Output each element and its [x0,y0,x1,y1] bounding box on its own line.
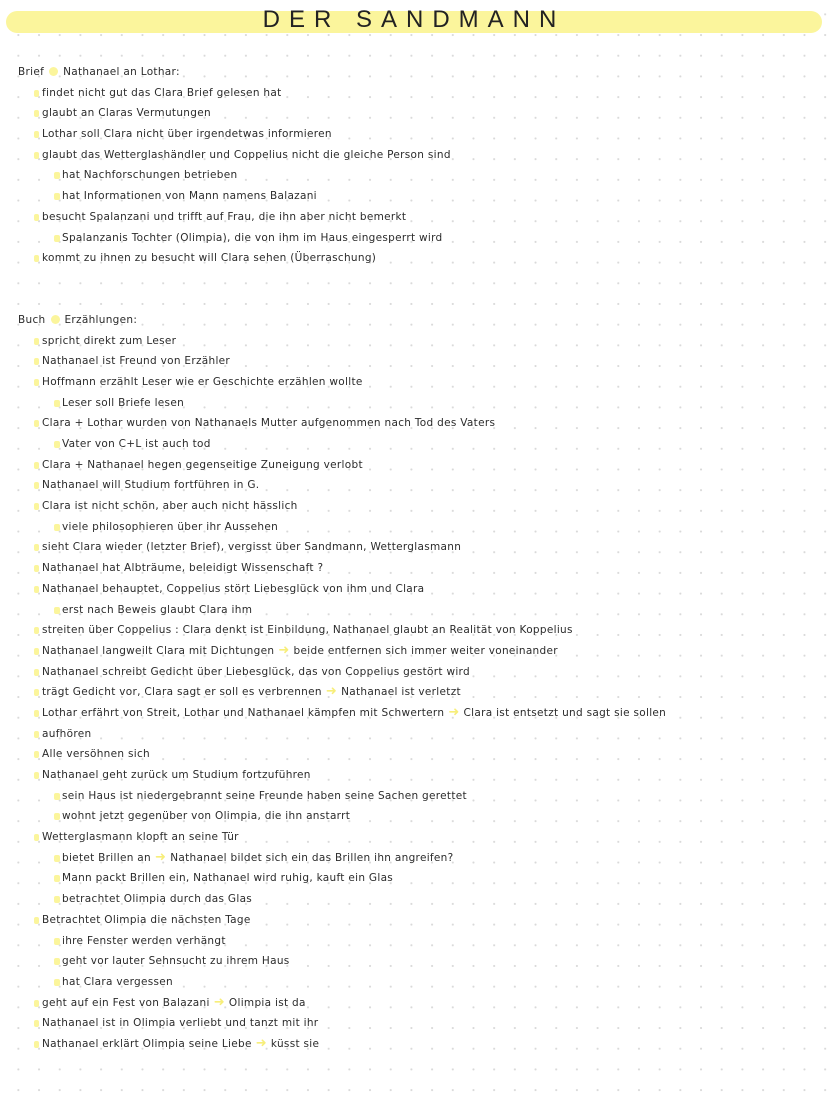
section-header-subtitle: Erzählungen: [64,313,138,326]
note-text: Clara ist nicht schön, aber auch nicht hässlich [42,500,298,513]
list-item [0,413,828,434]
sub-list-item [0,228,828,249]
note-text: Leser soll Briefe lesen [62,396,185,409]
arrow-right-icon: ➜ [213,994,225,1010]
arrow-right-icon: ➜ [325,684,338,700]
note-text: küsst sie [270,1037,320,1050]
bullet-highlight-icon [54,979,60,986]
note-text: betrachtet Olimpia durch das Glas [62,893,253,906]
notes-content [0,62,828,1096]
bullet-highlight-icon [34,110,39,117]
note-text: Nathanael behauptet, Coppelius stört Liebesglück von ihm und Clara [42,582,425,595]
bullet-highlight-icon [54,400,60,407]
bullet-highlight-icon [34,917,39,924]
bullet-highlight-icon [34,152,39,159]
sub-list-item [0,165,828,186]
bullet-highlight-icon [34,214,39,221]
note-text: ihre Fenster werden verhängt [62,934,226,947]
bullet-highlight-icon [34,565,39,572]
note-text: Nathanael ist verletzt [341,686,461,699]
bullet-highlight-icon [34,710,39,717]
bullet-highlight-icon [54,607,60,614]
sub-list-item [0,434,828,455]
note-text: bietet Brillen an [62,851,151,864]
note-text: Vater von C+L ist auch tod [62,438,211,450]
arrow-right-icon: ➜ [278,642,290,658]
list-item [0,910,828,931]
note-text: Nathanael geht zurück um Studium fortzuführen [42,769,311,781]
sub-list-item [0,868,828,889]
list-item [0,537,828,558]
bullet-highlight-icon [54,855,60,862]
note-text: aufhören [42,727,92,740]
note-text: Clara + Lothar wurden von Nathanaels Mutter aufgenommen nach Tod des Vaters [42,417,496,430]
sub-list-item [0,600,828,621]
list-item [0,103,828,124]
note-text: glaubt das Wetterglashändler und Coppelius nicht die gleiche Person sind [42,148,451,161]
note-text: Lothar soll Clara nicht über irgendetwas informieren [42,128,332,141]
bullet-highlight-icon [54,793,60,800]
sub-list-item [0,848,828,869]
bullet-highlight-icon [34,503,39,510]
bullet-highlight-icon [54,938,60,945]
section-header [0,310,828,331]
list-item [0,475,828,496]
list-item [0,351,828,372]
note-text: Nathanael bildet sich ein das Brillen ihn angreifen? [170,851,454,864]
bullet-highlight-icon [54,235,60,242]
bullet-highlight-icon [34,669,39,676]
note-text: Alle versöhnen sich [42,748,150,761]
bullet-highlight-icon [34,338,39,345]
bullet-highlight-icon [34,255,39,262]
note-text: hat Informationen von Mann namens Balazani [62,190,317,203]
bullet-highlight-icon [34,1041,39,1048]
bullet-highlight-icon [54,524,60,531]
note-text: Nathanael ist in Olimpia verliebt und tanzt mit ihr [42,1017,319,1030]
list-item [0,331,828,352]
note-text: Mann packt Brillen ein, Nathanael wird ruhig, kauft ein Glas [62,872,394,885]
note-text: Betrachtet Olimpia die nächsten Tage [42,913,251,926]
note-text: geht auf ein Fest von Balazani [42,996,210,1009]
bullet-highlight-icon [34,1020,39,1027]
note-text: Spalanzanis Tochter (Olimpia), die von ihm im Haus eingesperrt wird [62,231,443,244]
bullet-highlight-icon [54,172,60,179]
bullet-highlight-icon [34,1000,39,1007]
list-item [0,207,828,228]
note-text: spricht direkt zum Leser [42,334,177,347]
list-item [0,724,828,745]
sub-list-item [0,931,828,952]
note-text: Clara ist entsetzt und sagt sie sollen [463,706,667,719]
bullet-highlight-icon [34,482,39,489]
note-text: Clara + Nathanael hegen gegenseitige Zuneigung verlobt [42,458,363,471]
list-item [0,620,828,641]
list-item [0,641,828,662]
list-item [0,496,828,517]
list-item [0,558,828,579]
note-text: streiten über Coppelius : Clara denkt ist Einbildung, Nathanael glaubt an Realität von Koppelius [42,624,573,637]
list-item [0,827,828,848]
note-text: Nathanael ist Freund von Erzähler [42,355,231,368]
bullet-highlight-icon [34,544,39,551]
sub-list-item [0,806,828,827]
bullet-highlight-icon [34,462,39,469]
list-item [0,1013,828,1034]
sub-list-item [0,972,828,993]
list-item [0,703,828,724]
highlight-dot-icon [49,67,58,76]
list-item [0,372,828,393]
list-item [0,744,828,765]
list-item [0,455,828,476]
notes-section [0,310,828,1055]
bullet-highlight-icon [54,896,60,903]
list-item [0,1034,828,1055]
highlight-dot-icon [51,315,60,324]
note-text: glaubt an Claras Vermutungen [42,107,211,120]
bullet-highlight-icon [34,772,39,779]
list-item [0,765,828,786]
bullet-highlight-icon [34,131,39,138]
sub-list-item [0,889,828,910]
note-text: Nathanael schreibt Gedicht über Liebesglück, das von Coppelius gestört wird [42,665,470,678]
note-text: Olimpia ist da [228,996,306,1009]
list-item [0,993,828,1014]
bullet-highlight-icon [34,358,39,365]
section-header-subtitle: Nathanael an Lothar: [63,66,180,78]
bullet-highlight-icon [34,90,39,97]
bullet-highlight-icon [54,875,60,882]
note-text: Wetterglasmann klopft an seine Tür [42,831,239,844]
arrow-right-icon: ➜ [255,1035,267,1051]
list-item [0,579,828,600]
note-text: sieht Clara wieder (letzter Brief), vergisst über Sandmann, Wetterglasmann [42,541,462,554]
sub-list-item [0,393,828,414]
note-text: Nathanael hat Albträume, beleidigt Wissenschaft ? [42,562,324,575]
arrow-right-icon: ➜ [448,704,460,720]
note-text: sein Haus ist niedergebrannt seine Freunde haben seine Sachen gerettet [62,789,467,802]
note-text: Nathanael will Studium fortführen in G. [42,479,260,492]
section-header [0,62,828,83]
bullet-highlight-icon [34,627,39,634]
note-text: wohnt jetzt gegenüber von Olimpia, die ihn anstarrt [62,810,351,823]
section-header-label: Buch [18,313,46,326]
bullet-highlight-icon [54,441,60,448]
note-text: Nathanael langweilt Clara mit Dichtungen [42,644,275,657]
list-item [0,124,828,145]
bullet-highlight-icon [34,834,39,841]
bullet-highlight-icon [34,731,39,738]
sub-list-item [0,951,828,972]
list-item [0,662,828,683]
list-item [0,145,828,166]
page-title: DER SANDMANN [262,6,566,33]
note-text: besucht Spalanzani und trifft auf Frau, die ihn aber nicht bemerkt [42,210,407,223]
note-text: trägt Gedicht vor, Clara sagt er soll es verbrennen [42,686,322,699]
bullet-highlight-icon [34,648,39,655]
note-text: hat Nachforschungen betrieben [62,169,238,182]
bullet-highlight-icon [34,751,39,758]
list-item [0,248,828,269]
notes-section [0,62,828,269]
section-header-label: Brief [18,66,45,78]
note-text: Hoffmann erzählt Leser wie er Geschichte erzählen wollte [42,375,363,388]
list-item [0,682,828,703]
note-text: kommt zu ihnen zu besucht will Clara sehen (Überraschung) [42,252,377,265]
note-text: viele philosophieren über ihr Aussehen [62,520,279,533]
arrow-right-icon: ➜ [155,849,167,865]
sub-list-item [0,786,828,807]
bullet-highlight-icon [34,379,39,386]
note-text: Lothar erfährt von Streit, Lothar und Nathanael kämpfen mit Schwertern [42,706,445,719]
bullet-highlight-icon [34,586,39,593]
note-text: geht vor lauter Sehnsucht zu ihrem Haus [62,955,290,968]
sub-list-item [0,186,828,207]
bullet-highlight-icon [54,958,60,965]
sub-list-item [0,517,828,538]
note-text: Nathanael erklärt Olimpia seine Liebe [42,1037,252,1050]
note-text: hat Clara vergessen [62,975,174,988]
note-text: findet nicht gut das Clara Brief gelesen hat [42,86,282,99]
bullet-highlight-icon [34,420,39,427]
bullet-highlight-icon [34,689,39,696]
note-text: erst nach Beweis glaubt Clara ihm [62,603,253,616]
bullet-highlight-icon [54,193,60,200]
note-text: beide entfernen sich immer weiter voneinander [293,644,558,657]
list-item [0,83,828,104]
bullet-highlight-icon [54,813,60,820]
